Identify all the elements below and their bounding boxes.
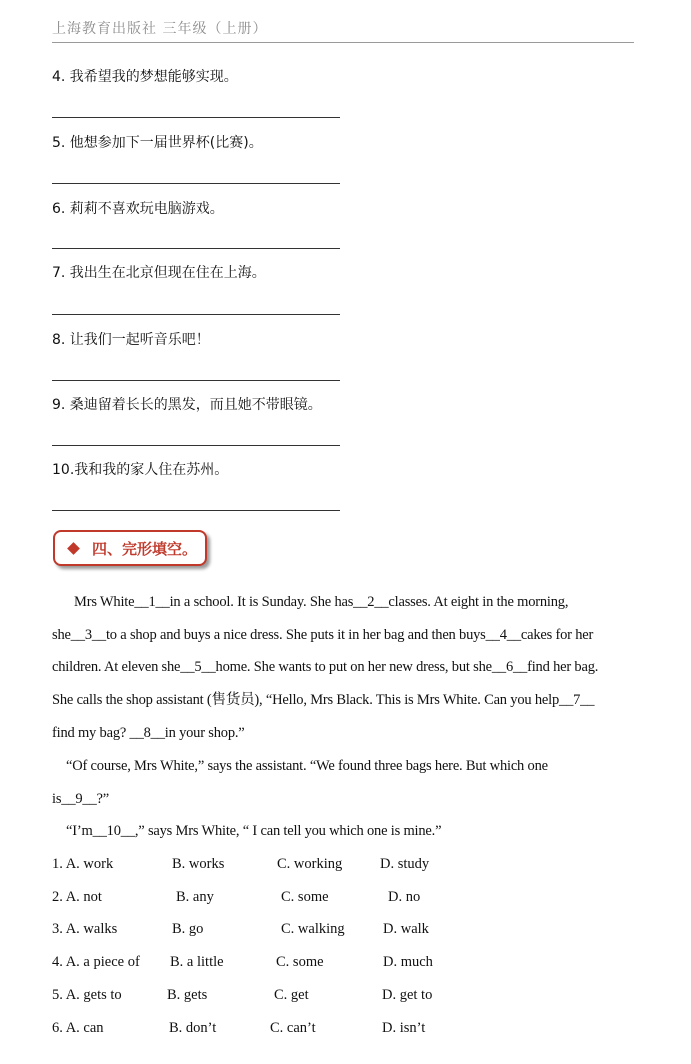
question-5-option-b: B. gets [167,987,208,1003]
passage-line: “Of course, Mrs White,” says the assistant. “We found three bags here. But which one [66,758,548,774]
question-3-option-c: C. walking [281,921,345,937]
header-title: 上海教育出版社 三年级（上册） [52,21,268,37]
question-4-option-d: D. much [383,954,433,970]
section-title: 四、完形填空。 [92,539,198,558]
question-5-option-c: C. get [274,987,309,1003]
page-header [52,18,634,43]
passage-line: is__9__?” [52,791,109,807]
question-2-option-d: D. no [388,889,421,905]
question-1-option-b: B. works [172,856,225,872]
question-6-option-a: 6. A. can [52,1020,104,1036]
question-5-option-d: D. get to [382,987,433,1003]
translation-item-6: 6. 莉莉不喜欢玩电脑游戏。 [52,201,224,217]
answer-line-5 [52,183,340,184]
section-heading [53,530,207,566]
answer-line-10 [52,510,340,511]
question-3-option-b: B. go [172,921,204,937]
question-4-option-a: 4. A. a piece of [52,954,140,970]
question-1-option-c: C. working [277,856,343,872]
passage-line: she__3__to a shop and buys a nice dress. She puts it in her bag and then buys__4__cakes for her [52,627,594,643]
passage-line: She calls the shop assistant (售货员), “Hello, Mrs Black. This is Mrs White. Can you help__7__ [52,692,595,708]
answer-line-8 [52,380,340,381]
question-2-option-c: C. some [281,889,329,905]
question-4-option-c: C. some [276,954,324,970]
translation-item-4: 4. 我希望我的梦想能够实现。 [52,69,238,85]
question-1-option-d: D. study [380,856,430,872]
translation-item-7: 7. 我出生在北京但现在住在上海。 [52,265,266,281]
question-3-option-d: D. walk [383,921,429,937]
answer-line-7 [52,314,340,315]
question-6-option-d: D. isn’t [382,1020,426,1036]
passage-line: Mrs White__1__in a school. It is Sunday. She has__2__classes. At eight in the morning, [74,594,569,610]
question-6-option-b: B. don’t [169,1020,217,1036]
answer-line-9 [52,445,340,446]
question-5-option-a: 5. A. gets to [52,987,122,1003]
question-2-option-a: 2. A. not [52,889,102,905]
translation-item-10: 10.我和我的家人住在苏州。 [52,462,229,478]
passage-line: children. At eleven she__5__home. She wants to put on her new dress, but she__6__find her bag. [52,659,599,675]
diamond-icon [67,542,80,555]
translation-item-8: 8. 让我们一起听音乐吧！ [52,332,210,348]
question-6-option-c: C. can’t [270,1020,316,1036]
question-2-option-b: B. any [176,889,214,905]
question-3-option-a: 3. A. walks [52,921,118,937]
answer-line-4 [52,117,340,118]
question-4-option-b: B. a little [170,954,224,970]
translation-item-5: 5. 他想参加下一届世界杯(比赛)。 [52,135,263,151]
question-1-option-a: 1. A. work [52,856,114,872]
translation-item-9: 9. 桑迪留着长长的黑发，而且她不带眼镜。 [52,397,322,413]
passage-line: “I’m__10__,” says Mrs White, “ I can tell you which one is mine.” [66,823,442,839]
answer-line-6 [52,248,340,249]
passage-line: find my bag? __8__in your shop.” [52,725,245,741]
